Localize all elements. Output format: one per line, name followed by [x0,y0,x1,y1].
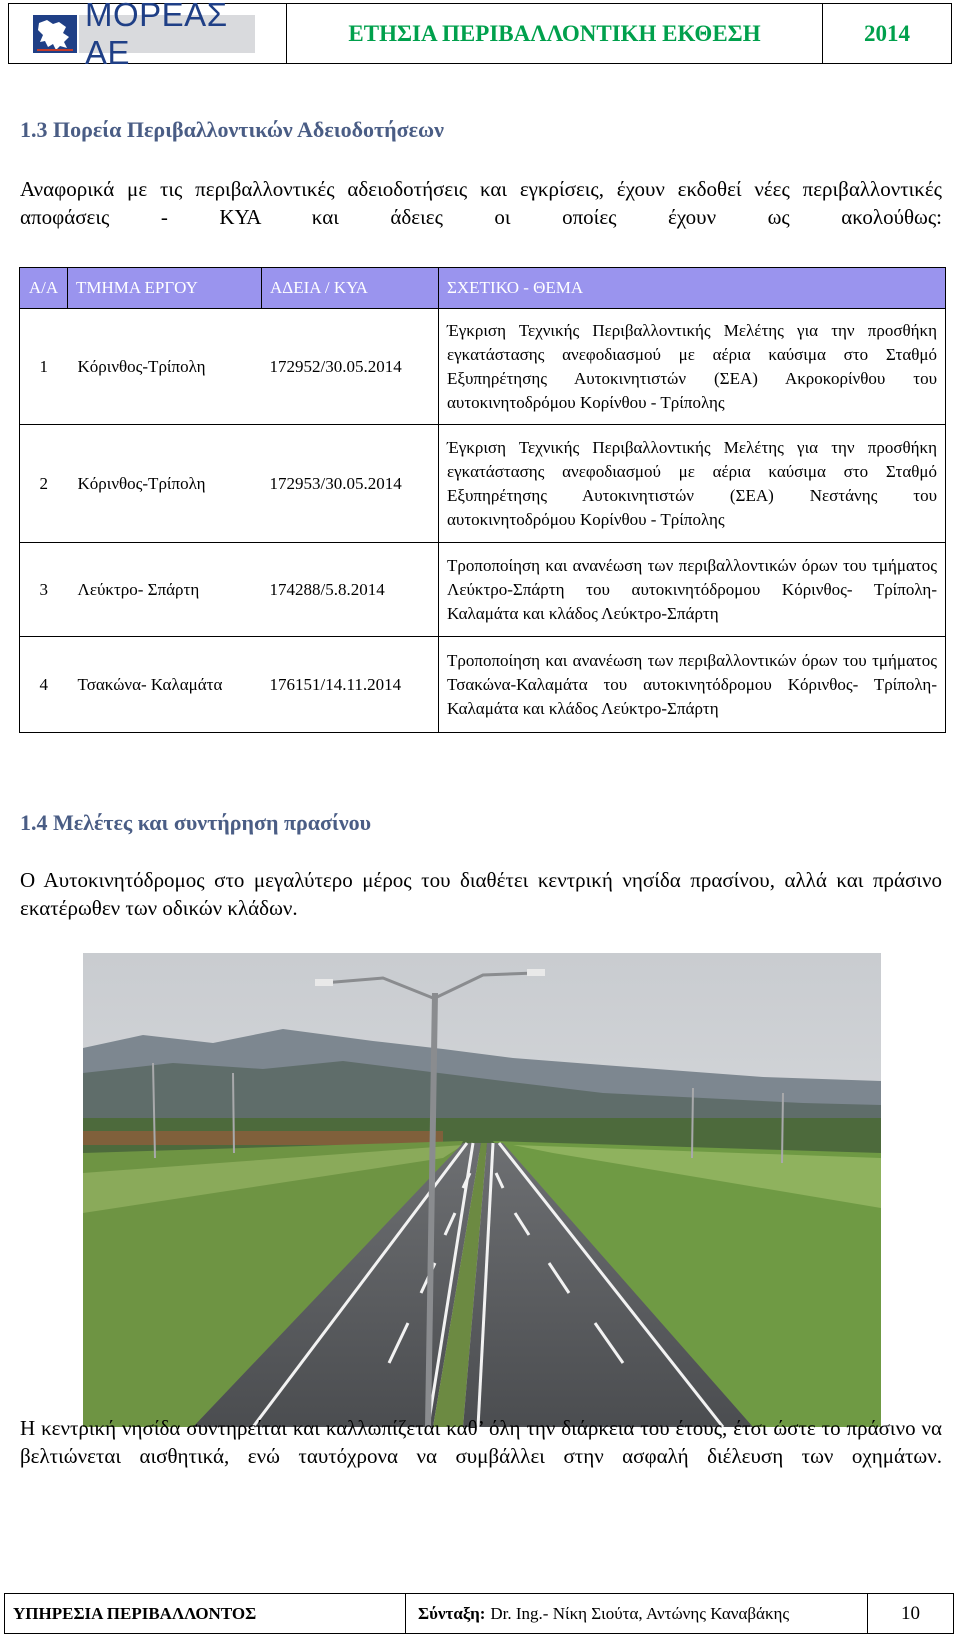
page-number: 10 [901,1602,920,1624]
table-row [20,309,946,425]
row-segment: Τσακώνα- Καλαμάτα [68,637,262,733]
row-subject: Τροποποίηση και ανανέωση των περιβαλλοντικών όρων του τμήματος Λεύκτρο-Σπάρτη του αυτοκινητόδρομου Κόρινθος- Τρίπολη-Καλαμάτα και κλάδος Λεύκτρο-Σπάρτη [439,543,946,637]
row-segment: Κόρινθος-Τρίπολη [68,309,262,425]
report-title: ΕΤΗΣΙΑ ΠΕΡΙΒΑΛΛΟΝΤΙΚΗ ΕΚΘΕΣΗ [287,4,823,63]
col-header-permit: ΑΔΕΙΑ / ΚΥΑ [262,268,439,309]
footer-department: ΥΠΗΡΕΣΙΑ ΠΕΡΙΒΑΛΛΟΝΤΟΣ [5,1594,406,1633]
row-aa: 1 [20,309,68,425]
col-header-segment: ΤΜΗΜΑ ΕΡΓΟΥ [68,268,262,309]
table-row [20,425,946,543]
permits-table [19,267,946,733]
row-aa: 4 [20,637,68,733]
page-header [8,0,952,71]
section-title-greenery: 1.4 Μελέτες και συντήρηση πρασίνου [20,810,372,835]
table-header-row [20,268,946,309]
report-year: 2014 [864,20,910,46]
row-subject: Έγκριση Τεχνικής Περιβαλλοντικής Μελέτης για την προσθήκη εγκατάστασης ανεφοδιασμού με αέρια καύσιμα στο Σταθμό Εξυπηρέτησης Αυτοκινητιστών (ΣΕΑ) Ακροκορίνθου του αυτοκινητοδρόμου Κορίνθου - Τρίπολης [439,309,946,425]
table-row [20,637,946,733]
highway-photo [83,953,881,1427]
row-subject: Έγκριση Τεχνικής Περιβαλλοντικής Μελέτης για την προσθήκη εγκατάστασης ανεφοδιασμού με αέρια καύσιμα στο Σταθμό Εξυπηρέτησης Αυτοκινητιστών (ΣΕΑ) Νεστάνης του αυτοκινητοδρόμου Κορίνθου - Τρίπολης [439,425,946,543]
footer-authors-label: Σύνταξη: [418,1603,486,1623]
footer-authors [406,1594,868,1633]
median-maintenance-paragraph: Η κεντρική νησίδα συντηρείται και καλλωπίζεται καθ’ όλη την διάρκεια του έτους, έτσι ώστε το πράσινο να βελτιώνεται αισθητικά, ενώ ταυτόχρονα να συμβάλλει στην ασφαλή διέλευση των οχημάτων. [20,1416,942,1468]
row-subject: Τροποποίηση και ανανέωση των περιβαλλοντικών όρων του τμήματος Τσακώνα-Καλαμάτα του αυτοκινητόδρομου Κόρινθος- Τρίπολη-Καλαμάτα και κλάδος Λεύκτρο-Σπάρτη [439,637,946,733]
company-logo [33,0,255,71]
col-header-aa: Α/Α [20,268,68,309]
row-segment: Κόρινθος-Τρίπολη [68,425,262,543]
peloponnese-map-icon [33,15,77,53]
section-title-permits: 1.3 Πορεία Περιβαλλοντικών Αδειοδοτήσεων [20,117,444,142]
col-header-subject: ΣΧΕΤΙΚΟ - ΘΕΜΑ [439,268,946,309]
footer-authors-names: Dr. Ing.- Νίκη Σιούτα, Αντώνης Καναβάκης [490,1603,790,1623]
row-permit: 176151/14.11.2014 [262,637,439,733]
row-segment: Λεύκτρο- Σπάρτη [68,543,262,637]
row-aa: 2 [20,425,68,543]
row-aa: 3 [20,543,68,637]
logo-wordmark: ΜΟΡΕΑΣ ΑΕ [79,15,255,53]
permits-intro-paragraph: Αναφορικά με τις περιβαλλοντικές αδειοδοτήσεις και εγκρίσεις, έχουν εκδοθεί νέες περιβαλλοντικές αποφάσεις - ΚΥΑ και άδειες οι οποίες έχουν ως ακολούθως: [20,177,942,229]
table-row [20,543,946,637]
greenery-paragraph: Ο Αυτοκινητόδρομος στο μεγαλύτερο μέρος του διαθέτει κεντρική νησίδα πρασίνου, αλλά και πράσινο εκατέρωθεν των οδικών κλάδων. [20,868,942,920]
logo-cell [9,0,287,71]
page-footer [4,1593,954,1634]
row-permit: 172952/30.05.2014 [262,309,439,425]
row-permit: 174288/5.8.2014 [262,543,439,637]
row-permit: 172953/30.05.2014 [262,425,439,543]
